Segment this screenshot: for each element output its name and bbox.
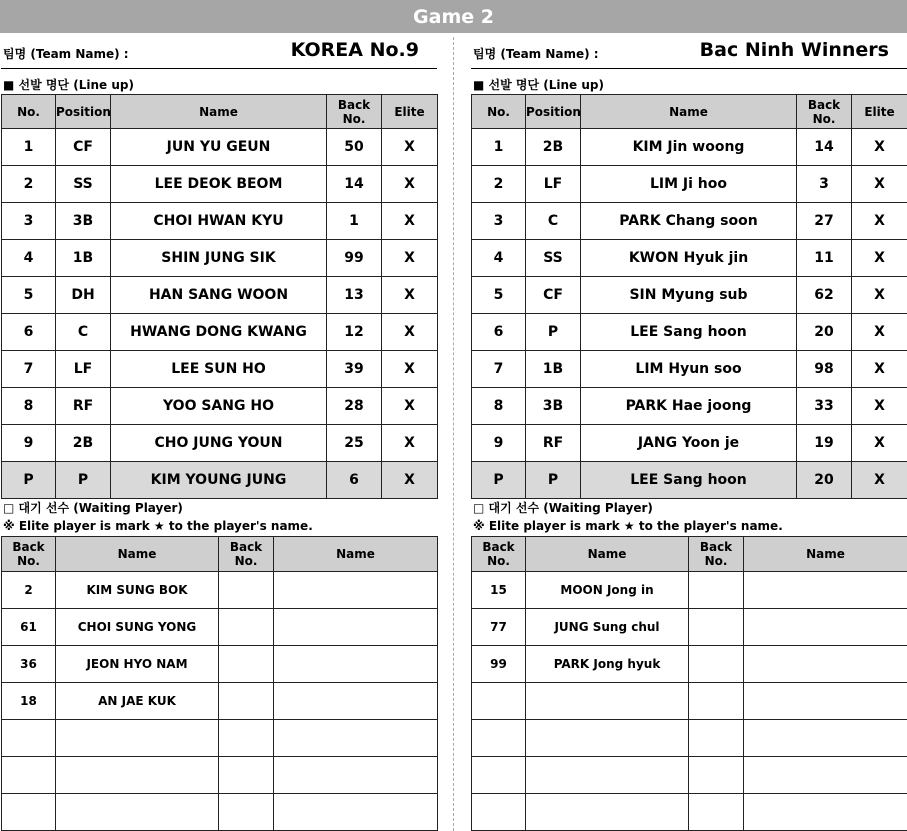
header-no: No. [2,95,56,129]
lineup-cell-elite: X [852,129,907,166]
table-row [2,572,438,609]
lineup-table [1,94,438,499]
lineup-cell-name: CHO JUNG YOUN [111,425,327,462]
waiting-cell-name1 [526,794,689,831]
lineup-cell-name: HAN SANG WOON [111,277,327,314]
lineup-cell-elite: X [382,277,438,314]
team-panel-home [1,33,437,708]
lineup-cell-back: 99 [327,240,382,277]
waiting-header-row [472,537,907,572]
waiting-cell-name1 [56,720,219,757]
waiting-cell-back2 [219,572,274,609]
waiting-cell-name2 [274,683,438,720]
lineup-cell-back: 27 [797,203,852,240]
page-title: Game 2 [0,0,907,33]
lineup-cell-pos: C [56,314,111,351]
lineup-cell-elite: X [852,314,907,351]
waiting-cell-back1 [2,757,56,794]
waiting-cell-name2 [744,720,907,757]
waiting-cell-back2 [219,646,274,683]
lineup-cell-pos: CF [56,129,111,166]
header-name-2: Name [274,537,438,572]
table-row [2,462,438,499]
lineup-cell-elite: X [852,240,907,277]
lineup-cell-elite: X [852,351,907,388]
lineup-cell-name: HWANG DONG KWANG [111,314,327,351]
lineup-cell-pos: 3B [526,388,581,425]
header-back-no: Back No. [797,95,852,129]
lineup-cell-no: 3 [472,203,526,240]
lineup-cell-back: 11 [797,240,852,277]
table-row [2,720,438,757]
header-back-no: Back No. [327,95,382,129]
lineup-cell-no: P [2,462,56,499]
lineup-cell-back: 39 [327,351,382,388]
table-row [2,388,438,425]
table-row [472,388,907,425]
lineup-cell-name: LEE Sang hoon [581,462,797,499]
waiting-cell-back2 [219,757,274,794]
waiting-cell-back1 [472,720,526,757]
elite-note: ※ Elite player is mark ★ to the player's name. [3,519,313,533]
waiting-header-row [2,537,438,572]
waiting-cell-back2 [689,757,744,794]
column-divider [453,37,454,831]
waiting-table [1,536,438,831]
lineup-section-label: ■ 선발 명단 (Line up) [3,78,134,92]
lineup-cell-pos: 1B [526,351,581,388]
lineup-cell-no: 5 [2,277,56,314]
header-no: No. [472,95,526,129]
header-elite: Elite [852,95,907,129]
table-row [472,794,907,831]
lineup-cell-pos: RF [526,425,581,462]
lineup-cell-back: 28 [327,388,382,425]
lineup-cell-pos: P [526,314,581,351]
team-name-label: 팀명 (Team Name) : [3,47,129,61]
lineup-table [471,94,907,499]
lineup-cell-name: CHOI HWAN KYU [111,203,327,240]
waiting-table [471,536,907,831]
waiting-cell-name2 [744,572,907,609]
waiting-cell-back1: 36 [2,646,56,683]
lineup-cell-no: 8 [2,388,56,425]
lineup-cell-pos: SS [526,240,581,277]
waiting-cell-name1 [526,720,689,757]
lineup-cell-name: KWON Hyuk jin [581,240,797,277]
table-row [2,683,438,720]
lineup-cell-back: 14 [327,166,382,203]
waiting-cell-name2 [274,646,438,683]
lineup-cell-back: 6 [327,462,382,499]
lineup-cell-no: 9 [2,425,56,462]
lineup-cell-no: 7 [2,351,56,388]
lineup-cell-elite: X [382,203,438,240]
header-name-2: Name [744,537,907,572]
table-row [2,314,438,351]
lineup-cell-no: 1 [2,129,56,166]
lineup-cell-pos: 3B [56,203,111,240]
table-row [472,720,907,757]
lineup-cell-elite: X [382,388,438,425]
lineup-cell-back: 98 [797,351,852,388]
table-row [2,277,438,314]
waiting-cell-back2 [219,794,274,831]
lineup-cell-name: PARK Chang soon [581,203,797,240]
waiting-cell-name1: MOON Jong in [526,572,689,609]
waiting-cell-name2 [274,720,438,757]
lineup-cell-name: LEE Sang hoon [581,314,797,351]
table-row [472,166,907,203]
team-name-row [1,33,437,69]
lineup-cell-name: PARK Hae joong [581,388,797,425]
lineup-cell-elite: X [852,388,907,425]
lineup-cell-elite: X [382,166,438,203]
lineup-cell-no: 2 [2,166,56,203]
lineup-cell-pos: 1B [56,240,111,277]
header-name-1: Name [526,537,689,572]
lineup-cell-elite: X [382,240,438,277]
waiting-cell-name2 [274,609,438,646]
waiting-cell-back1 [472,794,526,831]
lineup-cell-name: LIM Hyun soo [581,351,797,388]
lineup-cell-back: 50 [327,129,382,166]
waiting-section-label: □ 대기 선수 (Waiting Player) [3,501,183,515]
waiting-cell-back1: 15 [472,572,526,609]
table-row [472,757,907,794]
lineup-cell-back: 19 [797,425,852,462]
table-row [472,240,907,277]
lineup-cell-back: 1 [327,203,382,240]
table-row [2,203,438,240]
waiting-cell-back1: 77 [472,609,526,646]
lineup-cell-elite: X [852,277,907,314]
lineup-cell-elite: X [852,203,907,240]
waiting-cell-back2 [689,720,744,757]
lineup-header-row [472,95,907,129]
lineup-cell-back: 20 [797,314,852,351]
lineup-cell-no: 3 [2,203,56,240]
waiting-cell-back2 [689,683,744,720]
lineup-cell-back: 12 [327,314,382,351]
team-name-row [471,33,907,69]
lineup-cell-back: 25 [327,425,382,462]
lineup-cell-name: KIM YOUNG JUNG [111,462,327,499]
waiting-cell-back1: 2 [2,572,56,609]
waiting-cell-name1 [526,757,689,794]
lineup-cell-elite: X [852,425,907,462]
waiting-cell-name1: AN JAE KUK [56,683,219,720]
table-row [472,609,907,646]
waiting-cell-back1: 99 [472,646,526,683]
header-back-no-1: Back No. [2,537,56,572]
lineup-cell-elite: X [382,462,438,499]
waiting-cell-name2 [274,794,438,831]
lineup-cell-pos: C [526,203,581,240]
waiting-cell-name1: JUNG Sung chul [526,609,689,646]
lineup-cell-no: 1 [472,129,526,166]
header-name: Name [111,95,327,129]
header-back-no-2: Back No. [689,537,744,572]
waiting-cell-name2 [744,794,907,831]
lineup-cell-pos: SS [56,166,111,203]
lineup-cell-elite: X [852,166,907,203]
team-name: KOREA No.9 [290,39,419,61]
waiting-cell-back1 [472,757,526,794]
waiting-cell-back1: 18 [2,683,56,720]
waiting-cell-back2 [689,646,744,683]
waiting-cell-name2 [744,609,907,646]
lineup-cell-back: 3 [797,166,852,203]
lineup-cell-no: 5 [472,277,526,314]
team-name-label: 팀명 (Team Name) : [473,47,599,61]
table-row [2,609,438,646]
lineup-cell-no: 4 [2,240,56,277]
lineup-cell-pos: 2B [526,129,581,166]
waiting-cell-back2 [689,794,744,831]
lineup-cell-no: P [472,462,526,499]
waiting-cell-name1: KIM SUNG BOK [56,572,219,609]
lineup-section-label: ■ 선발 명단 (Line up) [473,78,604,92]
lineup-cell-no: 6 [472,314,526,351]
lineup-cell-back: 20 [797,462,852,499]
lineup-cell-name: SIN Myung sub [581,277,797,314]
lineup-cell-name: JANG Yoon je [581,425,797,462]
waiting-cell-name1: JEON HYO NAM [56,646,219,683]
table-row [472,646,907,683]
lineup-cell-no: 8 [472,388,526,425]
header-name: Name [581,95,797,129]
waiting-cell-name2 [274,757,438,794]
waiting-cell-name2 [274,572,438,609]
lineup-cell-no: 2 [472,166,526,203]
lineup-cell-elite: X [382,351,438,388]
waiting-cell-back2 [689,609,744,646]
table-row [472,203,907,240]
table-row [2,129,438,166]
elite-note: ※ Elite player is mark ★ to the player's name. [473,519,783,533]
table-row [472,462,907,499]
waiting-cell-name1 [56,794,219,831]
lineup-cell-back: 13 [327,277,382,314]
header-position: Position [56,95,111,129]
lineup-cell-elite: X [382,314,438,351]
lineup-cell-name: JUN YU GEUN [111,129,327,166]
header-back-no-1: Back No. [472,537,526,572]
waiting-cell-name2 [744,757,907,794]
lineup-cell-name: LEE SUN HO [111,351,327,388]
waiting-cell-name2 [744,683,907,720]
waiting-cell-back2 [689,572,744,609]
table-row [2,425,438,462]
lineup-cell-pos: DH [56,277,111,314]
table-row [472,351,907,388]
table-row [2,794,438,831]
lineup-cell-name: SHIN JUNG SIK [111,240,327,277]
lineup-cell-name: YOO SANG HO [111,388,327,425]
lineup-cell-name: LIM Ji hoo [581,166,797,203]
lineup-cell-elite: X [382,425,438,462]
lineup-cell-pos: P [526,462,581,499]
lineup-cell-no: 9 [472,425,526,462]
team-name: Bac Ninh Winners [699,39,889,61]
header-name-1: Name [56,537,219,572]
waiting-cell-back2 [219,683,274,720]
table-row [2,166,438,203]
lineup-cell-pos: 2B [56,425,111,462]
waiting-cell-back1 [2,794,56,831]
waiting-cell-back1: 61 [2,609,56,646]
table-row [472,129,907,166]
waiting-cell-back1 [2,720,56,757]
waiting-cell-name1 [56,757,219,794]
table-row [472,425,907,462]
lineup-cell-elite: X [382,129,438,166]
lineup-cell-back: 14 [797,129,852,166]
waiting-cell-back1 [472,683,526,720]
table-row [472,277,907,314]
header-back-no-2: Back No. [219,537,274,572]
table-row [2,240,438,277]
lineup-cell-pos: RF [56,388,111,425]
team-panel-away [471,33,907,671]
waiting-cell-name1: PARK Jong hyuk [526,646,689,683]
waiting-cell-name1 [526,683,689,720]
lineup-cell-name: LEE DEOK BEOM [111,166,327,203]
lineup-cell-pos: LF [56,351,111,388]
table-row [472,683,907,720]
waiting-cell-name1: CHOI SUNG YONG [56,609,219,646]
lineup-cell-pos: CF [526,277,581,314]
lineup-cell-pos: LF [526,166,581,203]
waiting-cell-back2 [219,720,274,757]
lineup-cell-no: 6 [2,314,56,351]
lineup-cell-back: 62 [797,277,852,314]
header-elite: Elite [382,95,438,129]
table-row [472,314,907,351]
header-position: Position [526,95,581,129]
table-row [2,757,438,794]
waiting-cell-name2 [744,646,907,683]
waiting-section-label: □ 대기 선수 (Waiting Player) [473,501,653,515]
lineup-cell-elite: X [852,462,907,499]
lineup-cell-name: KIM Jin woong [581,129,797,166]
waiting-cell-back2 [219,609,274,646]
table-row [472,572,907,609]
lineup-cell-no: 7 [472,351,526,388]
lineup-cell-back: 33 [797,388,852,425]
table-row [2,351,438,388]
table-row [2,646,438,683]
lineup-header-row [2,95,438,129]
lineup-cell-pos: P [56,462,111,499]
lineup-cell-no: 4 [472,240,526,277]
